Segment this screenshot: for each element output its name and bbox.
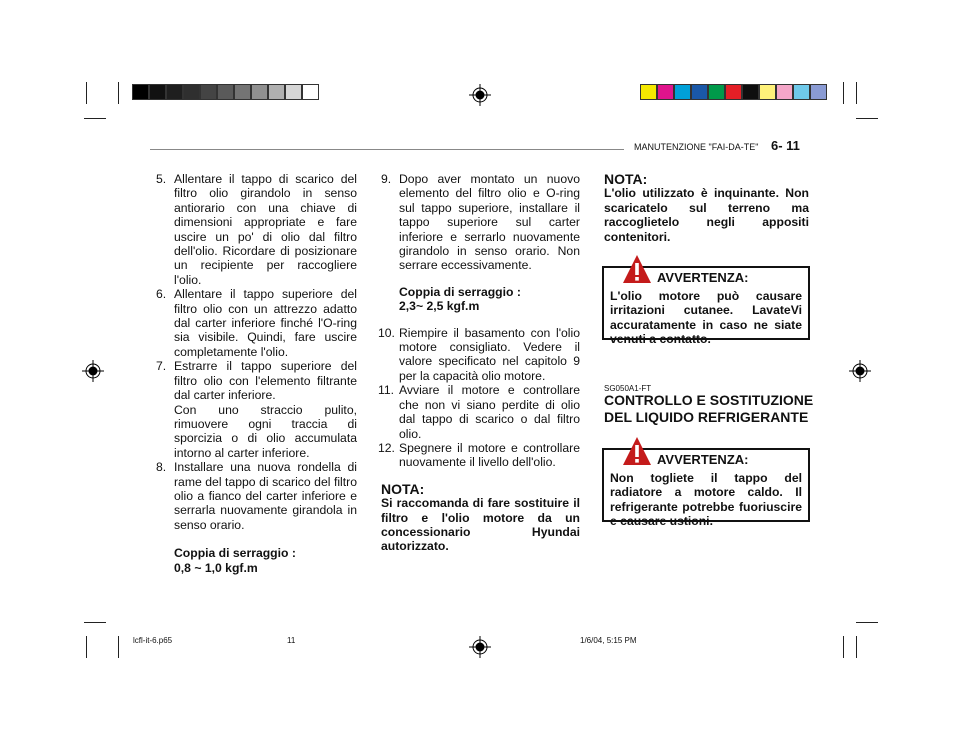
crop-mark: [843, 82, 844, 104]
section-code: SG050A1-FT: [604, 384, 652, 393]
step-8: 8. Installare una nuova rondella di rame del tappo di scarico del filtro olio a fianco del carter inferiore e serrarla nuovamente girandola in senso orario.: [156, 460, 357, 532]
crop-mark: [118, 82, 119, 104]
grayscale-swatch: [251, 84, 268, 100]
grayscale-swatch: [132, 84, 149, 100]
warning-title: AVVERTENZA:: [657, 270, 749, 285]
warning-box: [602, 448, 810, 529]
torque-value: 2,3~ 2,5 kgf.m: [399, 299, 480, 314]
step-12: 12. Spegnere il motore e controllare nuovamente il livello dell'olio.: [378, 440, 580, 470]
warning-box: [602, 266, 810, 347]
crop-mark: [86, 636, 87, 658]
color-swatch: [708, 84, 725, 100]
crop-mark: [84, 622, 106, 623]
crop-mark: [856, 636, 857, 658]
exclamation-warning-icon: [622, 436, 652, 466]
section-heading: CONTROLLO E SOSTITUZIONE DEL LIQUIDO REFRIGERANTE: [604, 392, 814, 425]
step-6: 6. Allentare il tappo superiore del filtro olio con un attrezzo adatto dal carter inferiore finché l'O-ring sia visibile. Quindi, fare uscire completamente l'olio.: [156, 287, 357, 359]
crop-mark: [118, 636, 119, 658]
column-3: [604, 172, 809, 244]
column-2: [378, 172, 580, 554]
step-7: 7. Estrarre il tappo superiore del filtro olio con l'elemento filtrante dal carter inferiore. Con uno straccio pulito, rimuovere ogni traccia di sporcizia o di olio accumulata intorno al carter inferiore.: [156, 359, 357, 460]
crop-mark: [856, 82, 857, 104]
color-swatch: [674, 84, 691, 100]
grayscale-swatch: [302, 84, 319, 100]
crop-mark: [84, 118, 106, 119]
color-swatch: [810, 84, 827, 100]
note-title: NOTA:: [381, 480, 425, 497]
grayscale-swatch: [183, 84, 200, 100]
color-swatch: [759, 84, 776, 100]
color-swatch: [691, 84, 708, 100]
warning-text: Non togliete il tappo del radiatore a motore caldo. Il refrigerante potrebbe fuoriuscire e causare ustioni.: [610, 471, 802, 529]
registration-mark-icon: [849, 360, 871, 382]
crop-mark: [843, 636, 844, 658]
exclamation-warning-icon: [622, 254, 652, 284]
grayscale-swatch: [234, 84, 251, 100]
step-5: 5. Allentare il tappo di scarico del filtro olio girandolo in senso antiorario con una chiave di dimensioni appropriate e fare uscire un po' di olio dal filtro dell'olio. Ricordare di posizionare un recipiente per raccogliere l'olio.: [156, 172, 357, 287]
color-swatch: [742, 84, 759, 100]
footer-file: lcfl-it-6.p65: [133, 636, 173, 645]
footer-date: 1/6/04, 5:15 PM: [580, 636, 637, 645]
header-rule: [150, 149, 624, 150]
crop-mark: [86, 82, 87, 104]
grayscale-swatch: [268, 84, 285, 100]
torque-value: 0,8 ~ 1,0 kgf.m: [174, 560, 258, 575]
registration-mark-icon: [469, 636, 491, 658]
grayscale-swatch: [200, 84, 217, 100]
grayscale-swatch: [149, 84, 166, 100]
crop-mark: [856, 622, 878, 623]
note-text: Si raccomanda di fare sostituire il filtro e l'olio motore da un concessionario Hyundai autorizzato.: [381, 496, 580, 554]
torque-label: Coppia di serraggio :: [399, 284, 521, 299]
header-section-title: MANUTENZIONE "FAI-DA-TE": [634, 142, 759, 152]
color-swatch: [725, 84, 742, 100]
color-swatch: [776, 84, 793, 100]
step-9: 9. Dopo aver montato un nuovo elemento del filtro olio e O-ring sul tappo superiore, installare il tappo superiore sul carter inferiore e serrarlo nuovamente girandolo in senso orario. Non serrare eccessivamente.: [381, 172, 580, 273]
step-10: 10. Riempire il basamento con l'olio motore consigliato. Vedere il valore specificato nel capitolo 9 per la capacità olio motore.: [378, 325, 580, 383]
column-1: [156, 172, 357, 575]
grayscale-swatch: [217, 84, 234, 100]
color-swatch: [793, 84, 810, 100]
grayscale-swatch: [285, 84, 302, 100]
page-number: 6- 11: [771, 138, 800, 153]
grayscale-swatch: [166, 84, 183, 100]
warning-title: AVVERTENZA:: [657, 452, 749, 467]
color-swatch: [657, 84, 674, 100]
torque-label: Coppia di serraggio :: [174, 546, 296, 561]
footer-page: 11: [287, 636, 296, 645]
registration-mark-icon: [82, 360, 104, 382]
crop-mark: [856, 118, 878, 119]
note-title: NOTA:: [604, 171, 648, 187]
color-swatch: [640, 84, 657, 100]
warning-text: L'olio motore può causare irritazioni cutanee. LavateVi accuratamente in caso ne siate venuti a contatto.: [610, 289, 802, 347]
registration-mark-icon: [469, 84, 491, 106]
step-11: 11. Avviare il motore e controllare che non vi siano perdite di olio dal tappo di scarico o dal filtro olio.: [378, 383, 580, 441]
note-text: L'olio utilizzato è inquinante. Non scaricatelo sul terreno ma raccoglietelo negli appositi contenitori.: [604, 186, 809, 244]
